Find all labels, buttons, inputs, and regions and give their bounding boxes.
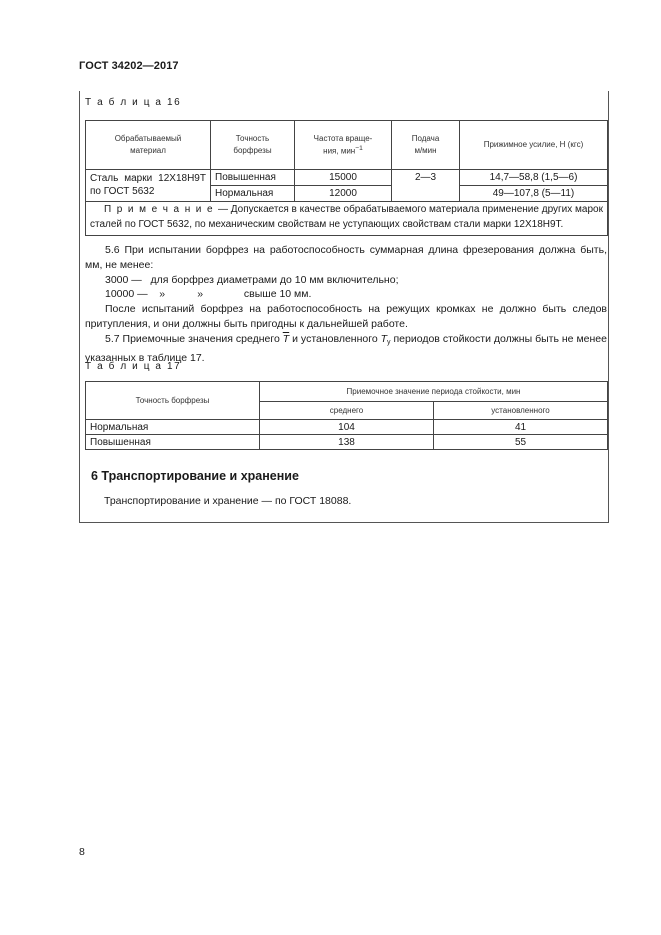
table-row [86,420,608,435]
table17-caption: Т а б л и ц а 17 [85,361,182,372]
table16-header-feed: Подача м/мин [392,121,460,170]
table17-cell-accuracy: Нормальная [86,420,260,435]
table16-material-cell: Сталь марки 12Х18Н9Т по ГОСТ 5632 [86,170,211,202]
document-standard-title: ГОСТ 34202—2017 [79,60,179,72]
table-row [86,170,608,186]
table17-cell-accuracy: Повышенная [86,435,260,450]
table17-cell-set: 55 [434,435,608,450]
table16-cell-frequency: 12000 [295,186,392,202]
table16-cell-accuracy: Нормальная [211,186,295,202]
page-number: 8 [79,846,85,858]
table16-header-row [86,121,608,170]
table16-header-frequency: Частота враще- ния, мин$^{-1}$ [295,121,392,170]
table16-header-accuracy: Точность борфрезы [211,121,295,170]
table16-cell-frequency: 15000 [295,170,392,186]
table16-header-material: Обрабатываемый материал [86,121,211,170]
table16-cell-feed: 2—3 [392,170,460,202]
paragraph-5-6: 5.6 При испытании борфрез на работоспособность суммарная длина фрезерования должна быть, мм, не менее: 3000 — для борфрез диаметрами до 10 мм включительно; 10000 — » » свыше 10 мм. После испытаний борфрез на работоспособность на режущих кромках не должно быть следов притупления, и они должны быть пригодны к дальнейшей работе. 5.7 Приемочные значения среднего $\overline{T}$ и установленного $T_y$ периодов стойкости должны быть не менее указанных в таблице 17. [85,244,607,364]
table17-cell-mean: 104 [260,420,434,435]
table16-note-row [86,202,608,236]
table16-cell-force: 49—107,8 (5—11) [460,186,608,202]
table16 [85,120,608,236]
table17-cell-set: 41 [434,420,608,435]
table17 [85,381,608,450]
table16-header-force: Прижимное усилие, Н (кгс) [460,121,608,170]
table17-header-set: установленного [434,402,608,420]
table16-caption: Т а б л и ц а 16 [85,97,182,108]
table17-header-group: Приемочное значение периода стойкости, мин [260,382,608,402]
table16-cell-accuracy: Повышенная [211,170,295,186]
table17-cell-mean: 138 [260,435,434,450]
table17-header-row [86,382,608,402]
table16-cell-force: 14,7—58,8 (1,5—6) [460,170,608,186]
section-6-title: 6 Транспортирование и хранение [91,469,299,483]
section-6-text: Транспортирование и хранение — по ГОСТ 18088. [104,495,352,507]
table-row [86,435,608,450]
table17-header-mean: среднего [260,402,434,420]
table16-note: П р и м е ч а н и е — Допускается в качестве обрабатываемого материала применение других марок сталей по ГОСТ 5632, по механическим свойствам не уступающих свойствам стали марки 12Х18Н9Т. [86,202,608,236]
table17-header-accuracy: Точность борфрезы [86,382,260,420]
paragraph-5-7: 5.7 Приемочные значения среднего $\overline{T}$ и установленного $T_y$ периодов стойкости должны быть не менее указанных в таблице 17. [85,332,607,364]
